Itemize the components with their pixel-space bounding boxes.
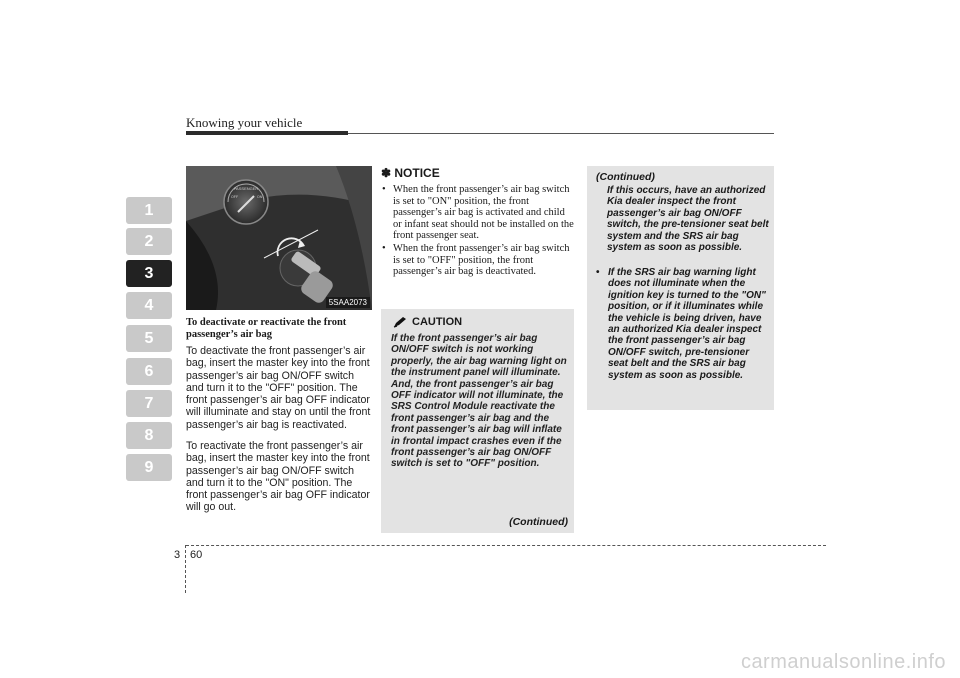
svg-text:PASSENGER: PASSENGER	[233, 186, 259, 191]
chapter-tab-7[interactable]: 7	[126, 390, 172, 417]
photo-code: 5SAA2073	[326, 297, 370, 308]
continued-bullet: • If the SRS air bag warning light does not illuminate when the ignition key is turned to the "ON" position, or if it illuminates while the vehicle is being driven, have an authorized Kia dealer inspect the front passenger’s air bag ON/OFF switch, pre-tensioner seat belt and the SRS air bag system as soon as possible.	[596, 267, 771, 381]
svg-text:OFF: OFF	[231, 195, 239, 199]
notice-item: • When the front passenger’s air bag switch is set to "ON" position, the front passenger’s air bag is activated and child or infant seat should not be installed on the front passenger seat.	[381, 184, 574, 242]
svg-text:ON: ON	[257, 195, 263, 199]
pen-icon	[393, 316, 407, 328]
footer-chapter: 3	[174, 549, 181, 561]
caution-box	[381, 309, 574, 533]
continued-label: (Continued)	[596, 171, 655, 183]
continued-intro: If this occurs, have an authorized Kia dealer inspect the front passenger’s air bag ON/OFF switch, the pre-tensioner seat belt system and the SRS air bag system as soon as possible.	[607, 185, 769, 254]
watermark: carmanualsonline.info	[740, 651, 946, 673]
caution-continued: (Continued)	[509, 516, 568, 528]
chapter-tab-9[interactable]: 9	[126, 454, 172, 481]
footer-page-number: 60	[190, 549, 203, 561]
chapter-tab-1[interactable]: 1	[126, 197, 172, 224]
header-bar	[186, 131, 348, 135]
chapter-tab-5[interactable]: 5	[126, 325, 172, 352]
caution-title: CAUTION	[412, 316, 463, 328]
footer-rule	[186, 545, 826, 546]
airbag-switch-illustration	[186, 166, 372, 310]
section-heading: To deactivate or reactivate the front passenger’s air bag	[186, 317, 347, 340]
notice-title: ✽ NOTICE	[381, 166, 440, 180]
caution-text: If the front passenger’s air bag ON/OFF switch is not working properly, the air bag warning light on the instrument panel will illuminate. And, the front passenger’s air bag OFF indicator will not illuminate, the SRS Control Module reactivate the front passenger’s air bag and the front passenger’s air bag will inflate in frontal impact crashes even if the front passenger’s air bag ON/OFF switch is set to "OFF" position.	[391, 333, 567, 470]
reactivate-paragraph: To reactivate the front passenger’s air bag, insert the master key into the front passenger’s air bag ON/OFF switch and turn it to the "ON" position. The front passenger’s air bag OFF indicator will go out.	[186, 440, 370, 514]
chapter-tab-8[interactable]: 8	[126, 422, 172, 449]
notice-item: • When the front passenger’s air bag switch is set to "OFF" position, the front passenger’s air bag is deactivated.	[381, 243, 574, 278]
chapter-tab-3[interactable]: 3	[126, 260, 172, 287]
caution-header	[393, 316, 462, 328]
chapter-tab-4[interactable]: 4	[126, 292, 172, 319]
chapter-tab-6[interactable]: 6	[126, 358, 172, 385]
continued-box	[587, 166, 774, 410]
footer-divider	[185, 545, 186, 593]
chapter-tab-2[interactable]: 2	[126, 228, 172, 255]
header-title: Knowing your vehicle	[186, 115, 303, 130]
airbag-switch-photo	[186, 166, 372, 310]
notice-list	[381, 184, 574, 279]
header-rule	[348, 133, 774, 134]
deactivate-paragraph: To deactivate the front passenger’s air bag, insert the master key into the front passenger’s air bag ON/OFF switch and turn it to the "OFF" position. The front passenger’s air bag OFF indicator will illuminate and stay on until the front passenger’s air bag is reactivated.	[186, 345, 371, 431]
